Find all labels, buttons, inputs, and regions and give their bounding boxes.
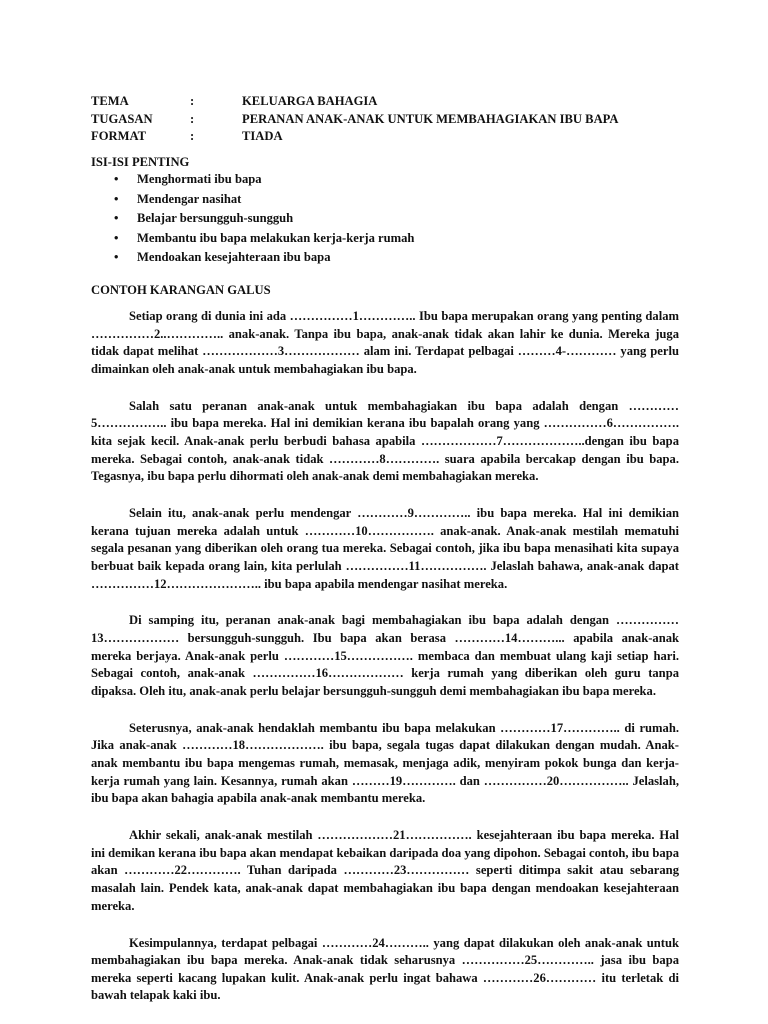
essay-paragraph: Selain itu, anak-anak perlu mendengar …………9………….. ibu bapa mereka. Hal ini demikian kerana tujuan mereka adalah untuk …………10……………. anak-anak. Anak-anak mestilah mematuhi segala pesanan yang diberikan oleh orang tua mereka. Sebagai contoh, jika ibu bapa menasihati kita supaya berbuat baik kepada orang lain, kita perlulah ……………11……………. Jelaslah bahawa, anak-anak dapat ……………12………………….. ibu bapa apabila mendengar nasihat mereka.	[91, 506, 679, 591]
list-item: • Mendengar nasihat	[91, 191, 414, 211]
header-key: FORMAT	[91, 129, 147, 144]
essay-paragraph: Kesimpulannya, terdapat pelbagai …………24……….. yang dapat dilakukan oleh anak-anak untuk membahagiakan ibu bapa mereka. Anak-anak tidak seharusnya ……………25………….. jasa ibu bapa mereka seperti kacang lupakan kulit. Anak-anak perlu ingat bahawa …………26………… itu terletak di bawah telapak kaki ibu.	[91, 935, 679, 1003]
header-key: TEMA	[91, 94, 129, 108]
header-row-tema	[91, 93, 619, 111]
header-value: PERANAN ANAK-ANAK UNTUK MEMBAHAGIAKAN IBU BAPA	[242, 111, 619, 126]
list-item: • Menghormati ibu bapa	[91, 171, 414, 191]
header-value: TIADA	[242, 129, 283, 144]
essay-paragraph: Seterusnya, anak-anak hendaklah membantu ibu bapa melakukan …………17………….. di rumah. Jika anak-anak …………18………………. ibu bapa, segala tugas dapat dilakukan dengan mudah. Anak-anak membantu ibu bapa mengemas rumah, memasak, menjaga adik, menyiram pokok bunga dan kerja-kerja rumah yang lain. Kesannya, rumah akan ………19…………. dan ……………20…………….. Jelaslah, ibu bapa akan bahagia apabila anak-anak membantu mereka.	[91, 720, 679, 806]
list-item: • Mendoakan kesejahteraan ibu bapa	[91, 249, 414, 269]
essay-paragraph: Salah satu peranan anak-anak untuk membahagiakan ibu bapa adalah dengan …………5…………….. ibu bapa mereka. Hal ini demikian kerana ibu bapalah orang yang ……………6……………. kita sejak kecil. Anak-anak perlu berbudi bahasa apabila ………………7………………..dengan ibu bapa mereka. Sebagai contoh, anak-anak tidak …………8…………. suara apabila bercakap dengan ibu bapa. Tegasnya, ibu bapa perlu dihormati oleh anak-anak demi membahagiakan mereka.	[91, 398, 679, 484]
isi-penting-heading: ISI-ISI PENTING	[91, 155, 190, 169]
header-colon: :	[190, 129, 195, 144]
essay-body	[91, 308, 679, 1005]
assignment-header	[91, 93, 619, 146]
header-colon: :	[190, 111, 195, 126]
list-item: • Membantu ibu bapa melakukan kerja-kerja rumah	[91, 230, 414, 250]
header-row-format	[91, 128, 619, 146]
essay-paragraph: Akhir sekali, anak-anak mestilah ………………21……………. kesejahteraan ibu bapa mereka. Hal ini demikan kerana ibu bapa akan mendapat kebaikan daripada doa yang dipohon. Sebagai contoh, ibu bapa akan …………22…………. Tuhan daripada …………23…………… seperti ditimpa sakit atau sebarang masalah lain. Pendek kata, anak-anak dapat membahagiakan ibu bapa dengan mendoakan kesejahteraan mereka.	[91, 828, 679, 913]
essay-paragraph: Di samping itu, peranan anak-anak bagi membahagiakan ibu bapa adalah dengan ……………13……………… bersungguh-sungguh. Ibu bapa akan berasa …………14………... apabila anak-anak mereka berjaya. Anak-anak perlu …………15……………. membaca dan membuat ulang kaji setiap hari. Sebagai contoh, anak-anak ……………16……………… kerja rumah yang diberikan oleh guru tanpa dipaksa. Oleh itu, anak-anak perlu belajar bersungguh-sungguh demi membahagiakan ibu bapa mereka.	[91, 613, 679, 698]
essay-paragraph: Setiap orang di dunia ini ada ……………1………….. Ibu bapa merupakan orang yang penting dalam ……………2..………….. anak-anak. Tanpa ibu bapa, anak-anak tidak akan lahir ke dunia. Mereka juga tidak dapat melihat ………………3……………… alam ini. Terdapat pelbagai ………4-………… yang perlu dimainkan oleh anak-anak untuk membahagiakan ibu bapa.	[91, 309, 679, 376]
key-points-list	[91, 171, 414, 269]
contoh-karangan-heading: CONTOH KARANGAN GALUS	[91, 283, 271, 297]
list-item: • Belajar bersungguh-sungguh	[91, 210, 414, 230]
header-key: TUGASAN	[91, 111, 153, 126]
header-colon: :	[190, 94, 195, 108]
header-value: KELUARGA BAHAGIA	[242, 94, 378, 108]
header-row-tugasan	[91, 111, 619, 129]
